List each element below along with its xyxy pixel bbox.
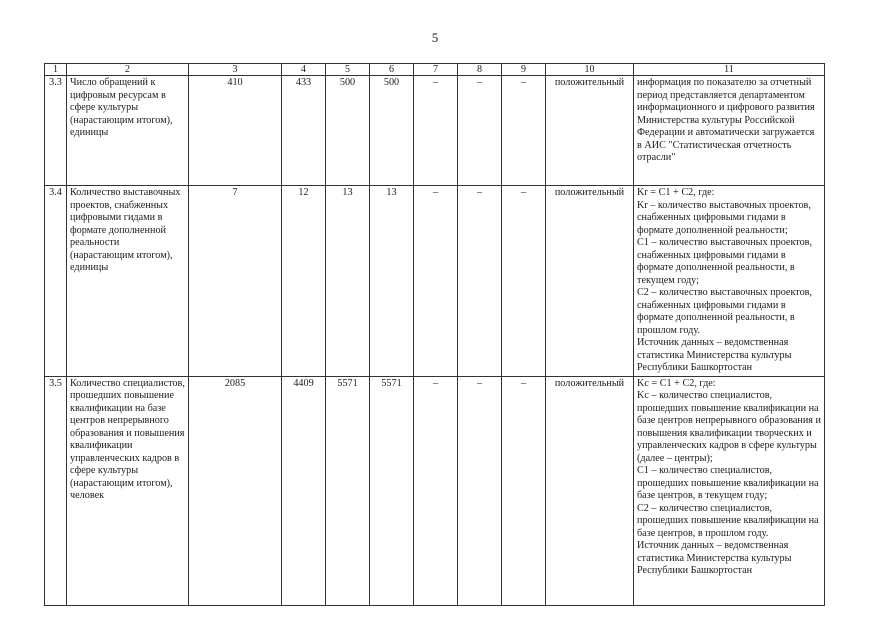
table-row <box>45 76 825 186</box>
indicator-name: Количество специалистов, прошедших повышение квалификации на базе центров непрерывного образования и повышения квалификации управленческих кадров в сфере культуры (нарастающим итогом), человек <box>67 376 189 605</box>
value-cell: 500 <box>370 76 414 186</box>
value-cell: – <box>502 376 546 605</box>
value-cell: 7 <box>189 186 282 377</box>
method-cell: Kr = C1 + C2, где: Kr – количество выставочных проектов, снабженных цифровыми гидами в формате дополненной реальности; C1 – количество выставочных проектов, снабженных цифровыми гидами в формате дополненной реальности, в текущем году; C2 – количество выставочных проектов, снабженных цифровыми гидами в формате дополненной реальности, в прошлом году. Источник данных – ведомственная статистика Министерства культуры Республики Башкортостан <box>634 186 825 377</box>
value-cell: – <box>414 186 458 377</box>
method-cell: информация по показателю за отчетный период представляется департаментом информационного и цифрового развития Министерства культуры Российской Федерации и автоматически загружается в АИС "Статистическая отчетность отрасли" <box>634 76 825 186</box>
header-cell: 3 <box>189 64 282 76</box>
dynamics-cell: положительный <box>546 186 634 377</box>
value-cell: – <box>502 186 546 377</box>
header-cell: 4 <box>282 64 326 76</box>
value-cell: – <box>458 186 502 377</box>
row-number: 3.3 <box>45 76 67 186</box>
method-cell: Kc = C1 + C2, где: Kc – количество специалистов, прошедших повышение квалификации на базе центров непрерывного образования и повышения квалификации творческих и управленческих кадров в сфере культуры (далее – центры); C1 – количество специалистов, прошедших повышение квалификации на базе центров, в текущем году; C2 – количество специалистов, прошедших повышение квалификации на базе центров, в прошлом году. Источник данных – ведомственная статистика Министерства культуры Республики Башкортостан <box>634 376 825 605</box>
value-cell: – <box>414 76 458 186</box>
table-row <box>45 376 825 605</box>
indicator-table <box>44 63 825 606</box>
value-cell: 4409 <box>282 376 326 605</box>
value-cell: 500 <box>326 76 370 186</box>
dynamics-cell: положительный <box>546 76 634 186</box>
header-cell: 11 <box>634 64 825 76</box>
value-cell: 12 <box>282 186 326 377</box>
header-row <box>45 64 825 76</box>
table-row <box>45 186 825 377</box>
value-cell: – <box>414 376 458 605</box>
header-cell: 5 <box>326 64 370 76</box>
header-cell: 8 <box>458 64 502 76</box>
header-cell: 9 <box>502 64 546 76</box>
indicator-name: Количество выставочных проектов, снабженных цифровыми гидами в формате дополненной реальности (нарастающим итогом), единицы <box>67 186 189 377</box>
row-number: 3.5 <box>45 376 67 605</box>
page-number: 5 <box>431 30 439 45</box>
indicator-name: Число обращений к цифровым ресурсам в сфере культуры (нарастающим итогом), единицы <box>67 76 189 186</box>
value-cell: 410 <box>189 76 282 186</box>
value-cell: – <box>502 76 546 186</box>
value-cell: 13 <box>370 186 414 377</box>
value-cell: 5571 <box>370 376 414 605</box>
header-cell: 6 <box>370 64 414 76</box>
header-cell: 2 <box>67 64 189 76</box>
value-cell: 5571 <box>326 376 370 605</box>
value-cell: 2085 <box>189 376 282 605</box>
value-cell: – <box>458 376 502 605</box>
row-number: 3.4 <box>45 186 67 377</box>
header-cell: 7 <box>414 64 458 76</box>
value-cell: 13 <box>326 186 370 377</box>
value-cell: – <box>458 76 502 186</box>
header-cell: 10 <box>546 64 634 76</box>
dynamics-cell: положительный <box>546 376 634 605</box>
header-cell: 1 <box>45 64 67 76</box>
value-cell: 433 <box>282 76 326 186</box>
